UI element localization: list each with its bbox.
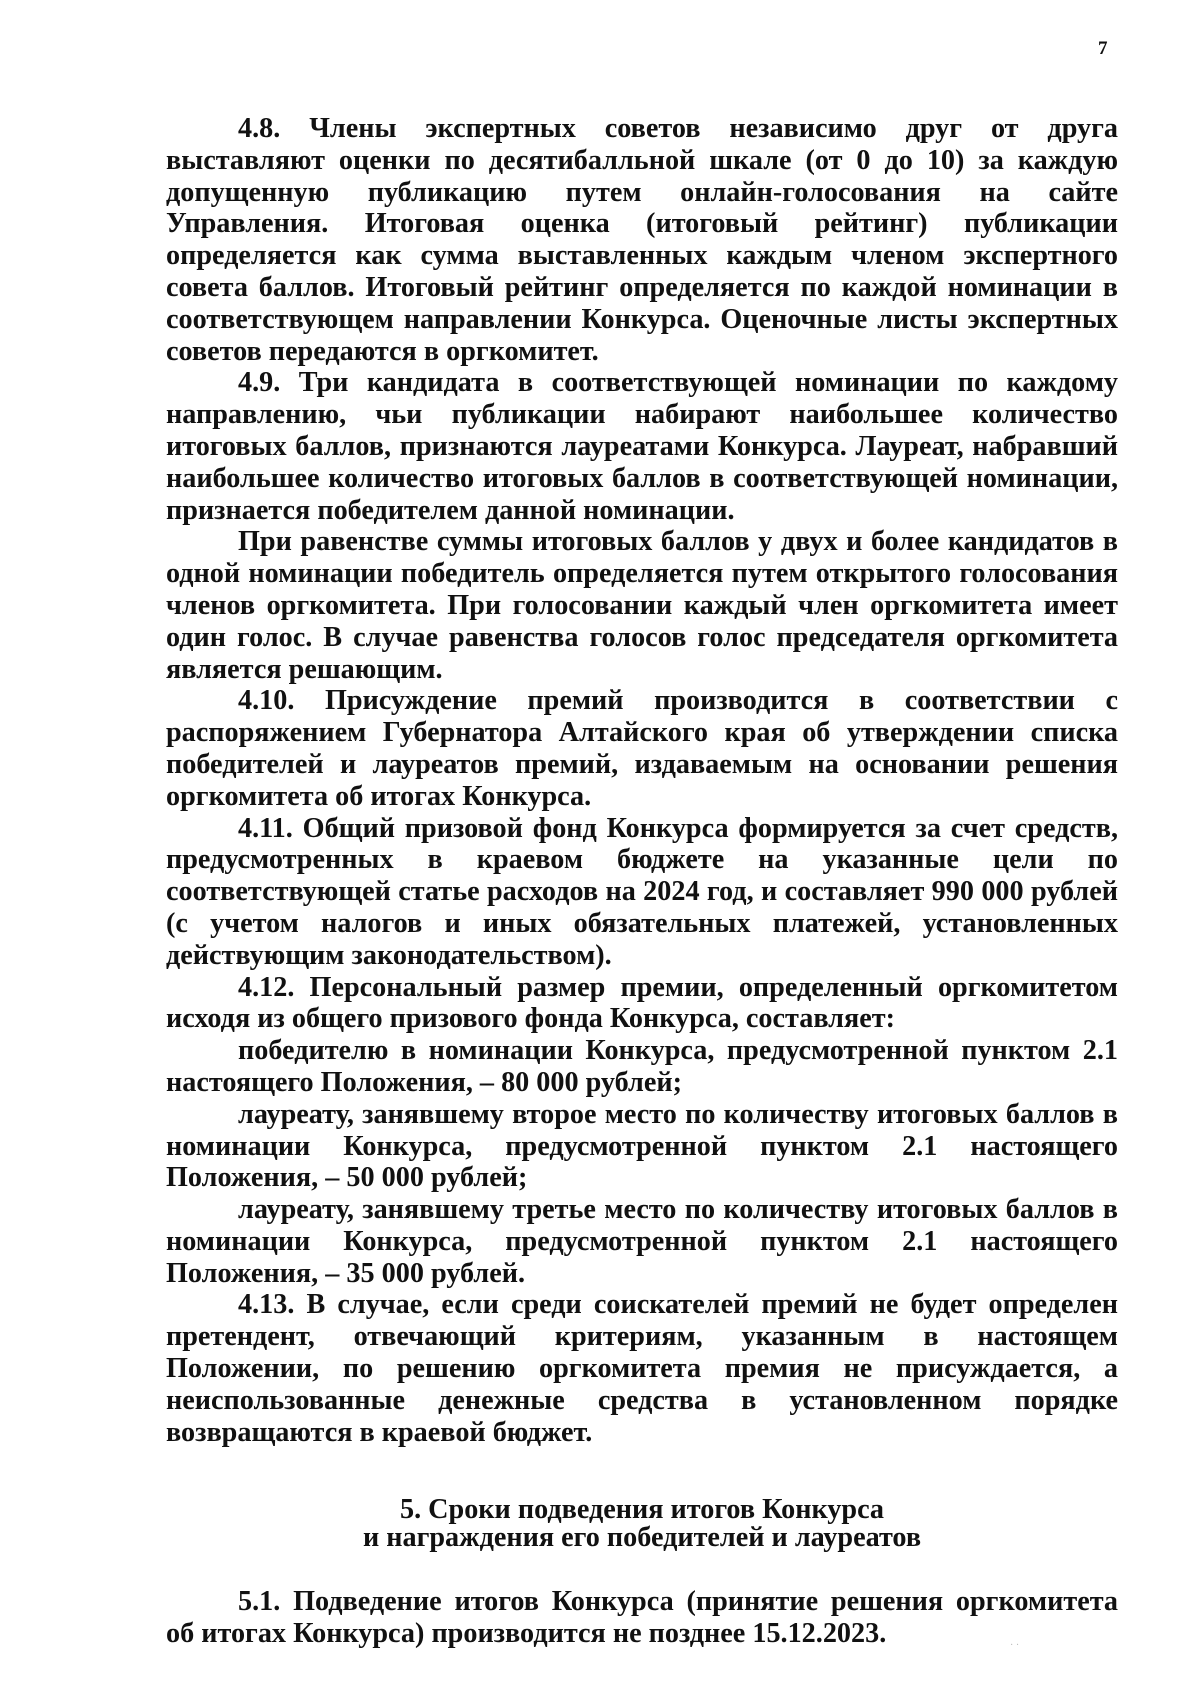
paragraph-4-13: 4.13. В случае, если среди соискателей премий не будет определен претендент, отвечающий критериям, указанным в настоящем Положении, по решению оргкомитета премия не присуждается, а неиспользованные денежные средства в установленном порядке возвращаются в краевой бюджет.: [166, 1289, 1118, 1448]
paragraph-4-10: 4.10. Присуждение премий производится в соответствии с распоряжением Губернатора Алтайского края об утверждении списка победителей и лауреатов премий, издаваемым на основании решения оргкомитета об итогах Конкурса.: [166, 685, 1118, 812]
section-heading-line-2: и награждения его победителей и лауреатов: [362, 1522, 922, 1554]
prize-winner: победителю в номинации Конкурса, предусмотренной пунктом 2.1 настоящего Положения, – 80 000 рублей;: [166, 1035, 1118, 1098]
section-heading-line-1: 5. Сроки подведения итогов Конкурса: [399, 1494, 885, 1526]
prize-second-place: лауреату, занявшему второе место по количеству итоговых баллов в номинации Конкурса, предусмотренной пунктом 2.1 настоящего Положения, – 50 000 рублей;: [166, 1098, 1118, 1194]
paragraph-4-9: 4.9. Три кандидата в соответствующей номинации по каждому направлению, чьи публикации набирают наибольшее количество итоговых баллов, признаются лауреатами Конкурса. Лауреат, набравший наибольшее количество итоговых баллов в соответствующей номинации, признается победителем данной номинации.: [166, 367, 1118, 526]
page-number: 7: [1098, 38, 1108, 59]
paragraph-4-12: 4.12. Персональный размер премии, определенный оргкомитетом исходя из общего призового фонда Конкурса, составляет:: [166, 971, 1118, 1035]
section-5-heading: [166, 1496, 1118, 1552]
paragraph-5-1: 5.1. Подведение итогов Конкурса (принятие решения оргкомитета об итогах Конкурса) производится не позднее 15.12.2023.: [166, 1586, 1118, 1650]
prize-third-place: лауреату, занявшему третье место по количеству итоговых баллов в номинации Конкурса, предусмотренной пунктом 2.1 настоящего Положения, – 35 000 рублей.: [166, 1194, 1118, 1289]
document-body: [166, 113, 1118, 1650]
scan-specks: · ·: [1010, 1640, 1020, 1651]
paragraph-4-8: 4.8. Члены экспертных советов независимо друг от друга выставляют оценки по десятибалльной шкале (от 0 до 10) за каждую допущенную публикацию путем онлайн-голосования на сайте Управления. Итоговая оценка (итоговый рейтинг) публикации определяется как сумма выставленных каждым членом экспертного совета баллов. Итоговый рейтинг определяется по каждой номинации в соответствующем направлении Конкурса. Оценочные листы экспертных советов передаются в оргкомитет.: [166, 113, 1118, 367]
paragraph-4-11: 4.11. Общий призовой фонд Конкурса формируется за счет средств, предусмотренных в краевом бюджете на указанные цели по соответствующей статье расходов на 2024 год, и составляет 990 000 рублей (с учетом налогов и иных обязательных платежей, установленных действующим законодательством).: [166, 812, 1118, 971]
paragraph-tie-rule: При равенстве суммы итоговых баллов у двух и более кандидатов в одной номинации победитель определяется путем открытого голосования членов оргкомитета. При голосовании каждый член оргкомитета имеет один голос. В случае равенства голосов голос председателя оргкомитета является решающим.: [166, 526, 1118, 685]
